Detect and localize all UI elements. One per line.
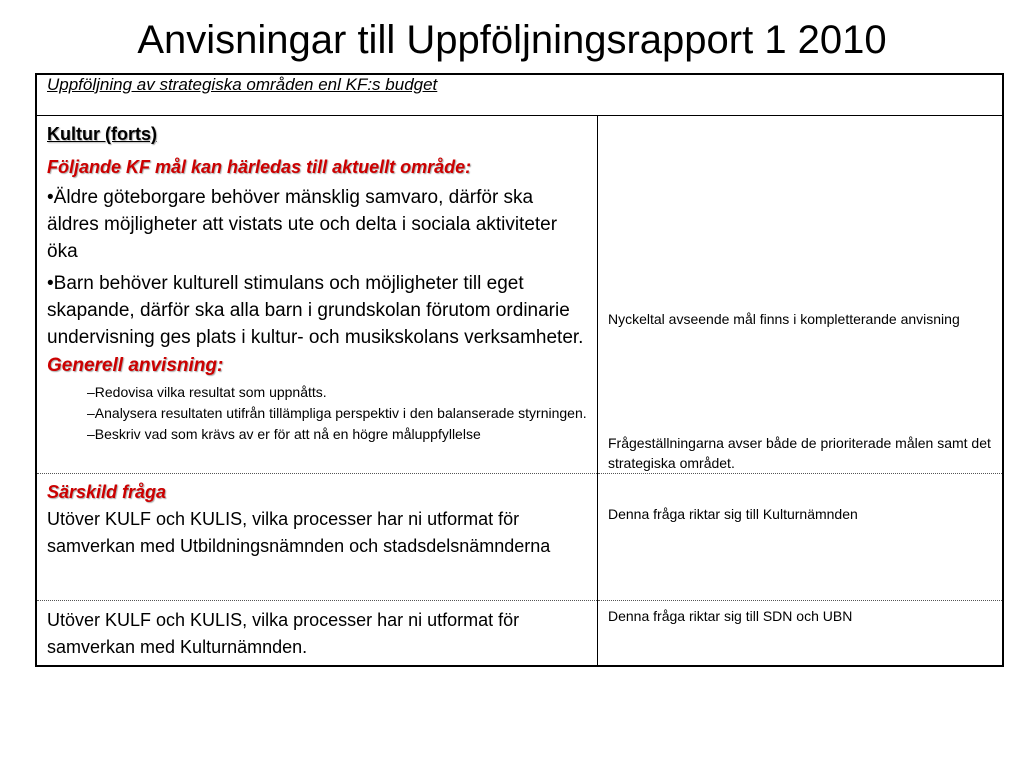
collab-left-cell xyxy=(36,601,598,667)
right-note-sdn-ubn: Denna fråga riktar sig till SDN och UBN xyxy=(608,608,853,624)
table-header-cell xyxy=(36,74,1003,116)
special-question-text: Utöver KULF och KULIS, vilka processer har ni utformat för samverkan med Utbildningsnämnden och stadsdelsnämnderna xyxy=(47,509,551,556)
section-title: Kultur (forts) xyxy=(47,124,157,144)
sub-item-results: –Redovisa vilka resultat som uppnåtts. xyxy=(87,384,327,400)
table-row-culture xyxy=(36,116,1003,474)
instructions-table xyxy=(35,73,1004,667)
right-note-culture-board: Denna fråga riktar sig till Kulturnämnden xyxy=(608,506,858,522)
right-note-key-figures: Nyckeltal avseende mål finns i kompletterande anvisning xyxy=(608,311,960,327)
sub-item-analyse: –Analysera resultaten utifrån tillämpliga perspektiv i den balanserade styrningen. xyxy=(87,405,587,421)
collab-text: Utöver KULF och KULIS, vilka processer har ni utformat för samverkan med Kulturnämnden. xyxy=(47,610,520,657)
sub-item-describe: –Beskriv vad som krävs av er för att nå en högre måluppfyllelse xyxy=(87,426,481,442)
special-left-cell xyxy=(36,474,598,601)
special-question-heading: Särskild fråga xyxy=(47,482,167,502)
page-title: Anvisningar till Uppföljningsrapport 1 2010 xyxy=(137,18,887,62)
table-row-special-question xyxy=(36,474,1003,601)
special-right-cell xyxy=(598,474,1004,601)
kf-goals-heading: Följande KF mål kan härledas till aktuellt område: xyxy=(47,157,472,177)
culture-right-cell xyxy=(598,116,1004,474)
table-header-text: Uppföljning av strategiska områden enl KF:s budget xyxy=(47,75,438,94)
bullet-children: •Barn behöver kulturell stimulans och möjligheter till eget skapande, därför ska alla barn i grundskolan förutom ordinarie undervisning ges plats i kultur- och musikskolans verksamheter. xyxy=(47,273,584,348)
collab-right-cell xyxy=(598,601,1004,667)
table-row-collaboration xyxy=(36,601,1003,667)
bullet-elderly: •Äldre göteborgare behöver mänsklig samvaro, därför ska äldres möjligheter att vistats ute och delta i sociala aktiviteter öka xyxy=(47,187,558,262)
right-note-questions: Frågeställningarna avser både de prioriterade målen samt det strategiska området. xyxy=(608,435,991,471)
culture-left-cell xyxy=(36,116,598,474)
table-header-row xyxy=(36,74,1003,116)
general-instruction-heading: Generell anvisning: xyxy=(47,355,224,376)
